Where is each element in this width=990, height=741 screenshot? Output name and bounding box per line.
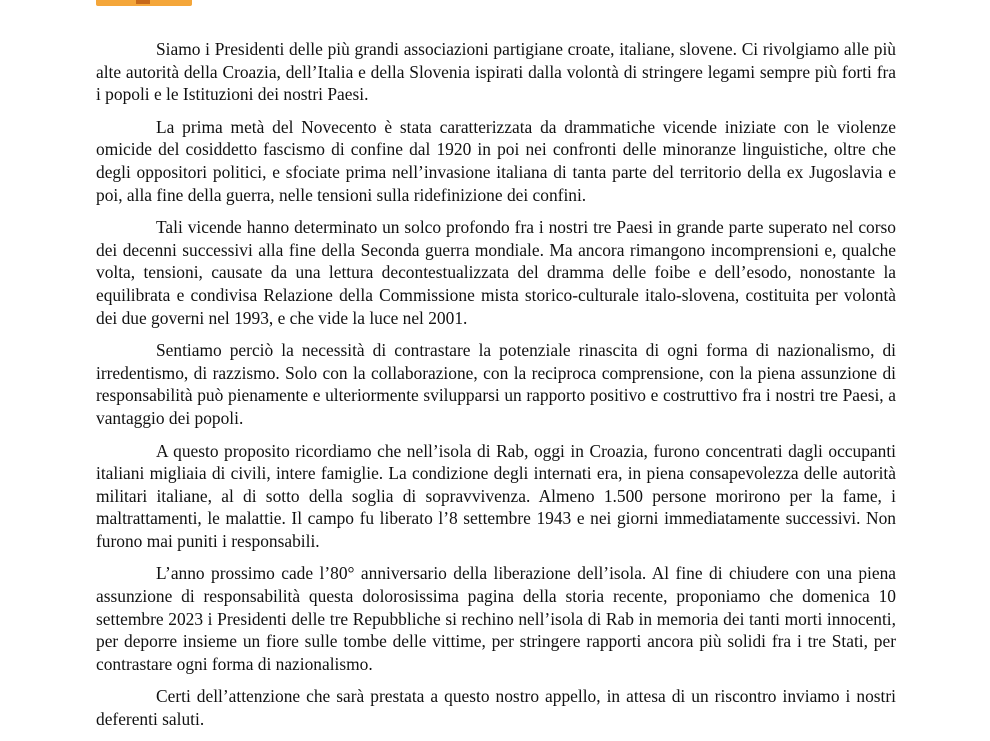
- letter-body: [96, 38, 896, 741]
- letterhead-logo: [96, 0, 192, 6]
- paragraph-intro: Siamo i Presidenti delle più grandi associazioni partigiane croate, italiane, slovene. Ci rivolgiamo alle più alte autorità della Croazia, dell’Italia e della Slovenia ispirati dalla volontà di stringere legami sempre più forti fra i popoli e le Istituzioni dei nostri Paesi.: [96, 39, 896, 105]
- letterhead-logo-notch: [136, 0, 150, 4]
- paragraph-history: La prima metà del Novecento è stata caratterizzata da drammatiche vicende iniziate con le violenze omicide del cosiddetto fascismo di confine dal 1920 in poi nei confronti delle minoranze linguistiche, oltre che degli oppositori politici, e sfociate prima nell’invasione italiana di tanta parte del territorio della ex Jugoslavia e poi, alla fine della guerra, nelle tensioni sulla ridefinizione dei confini.: [96, 116, 896, 205]
- paragraph-tensions: Tali vicende hanno determinato un solco profondo fra i nostri tre Paesi in grande parte superato nel corso dei decenni successivi alla fine della Seconda guerra mondiale. Ma ancora rimangono incomprensioni e, qualche volta, tensioni, causate da una lettura decontestualizzata del dramma delle foibe e dell’esodo, nonostante la equilibrata e condivisa Relazione della Commissione mista storico-culturale italo-slovena, costituita per volontà dei due governi nel 1993, e che vide la luce nel 2001.: [96, 217, 896, 328]
- paragraph-proposal: L’anno prossimo cade l’80° anniversario della liberazione dell’isola. Al fine di chiudere con una piena assunzione di responsabilità questa dolorosissima pagina della storia recente, proponiamo che domenica 10 settembre 2023 i Presidenti delle tre Repubbliche si rechino nell’isola di Rab in memoria dei tanti morti innocenti, per deporre insieme un fiore sulle tombe delle vittime, per stringere rapporti ancora più solidi fra i tre Stati, per contrastare ogni forma di nazionalismo.: [96, 563, 896, 674]
- paragraph-closing: Certi dell’attenzione che sarà prestata a questo nostro appello, in attesa di un riscontro inviamo i nostri deferenti saluti.: [96, 686, 896, 730]
- paragraph-rab-camp: A questo proposito ricordiamo che nell’isola di Rab, oggi in Croazia, furono concentrati dagli occupanti italiani migliaia di civili, intere famiglie. La condizione degli internati era, in piena consapevolezza delle autorità militari italiane, al di sotto della soglia di sopravvivenza. Almeno 1.500 persone morirono per la fame, i maltrattamenti, le malattie. Il campo fu liberato l’8 settembre 1943 e nei giorni immediatamente successivi. Non furono mai puniti i responsabili.: [96, 440, 896, 551]
- paragraph-nationalism: Sentiamo perciò la necessità di contrastare la potenziale rinascita di ogni forma di nazionalismo, di irredentismo, di razzismo. Solo con la collaborazione, con la reciproca comprensione, con la piena assunzione di responsabilità può pienamente e ulteriormente svilupparsi un rapporto positivo e costruttivo fra i nostri tre Paesi, a vantaggio dei popoli.: [96, 340, 896, 428]
